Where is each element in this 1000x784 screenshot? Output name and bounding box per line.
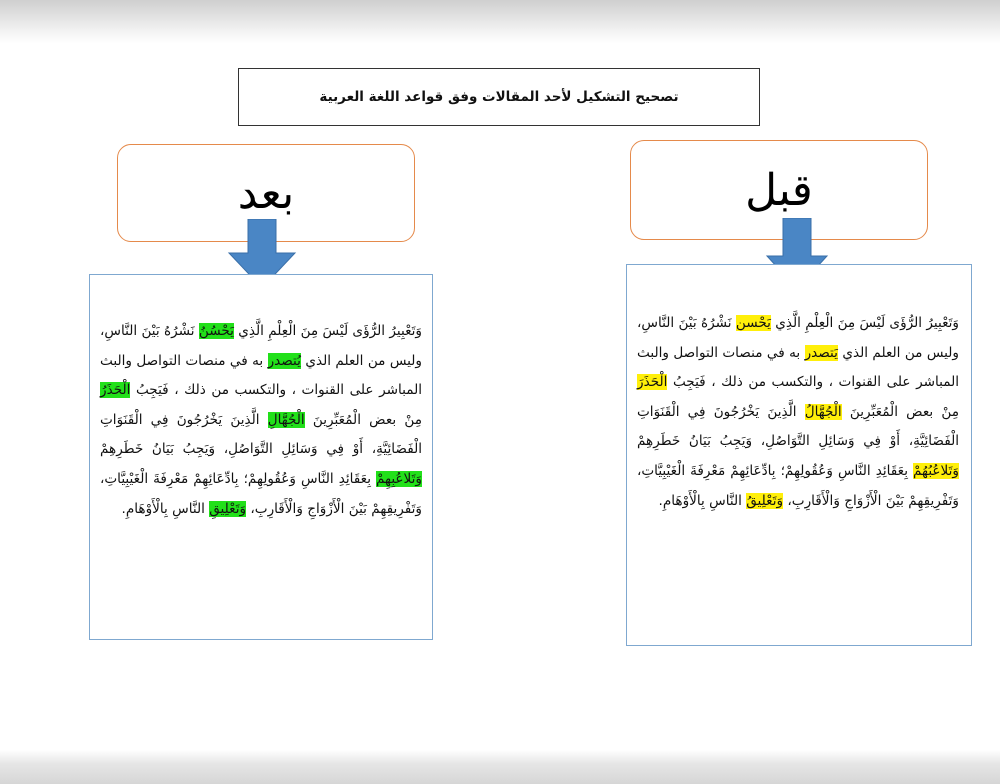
before-error-word: يَحْسن [735, 315, 771, 331]
page-top-shadow [0, 0, 1000, 44]
after-text-segment: نَشْرُهُ بَيْنَ النَّاسِ، وليس من العلم الذي [99, 323, 422, 369]
before-text-segment: به في منصات التواصل والبث المباشر على القنوات ، والتكسب من ذلك ، فَيَجِبُ [637, 344, 959, 391]
after-text-segment: الَّذِينَ يَخْرُجُونَ فِي الْقَنَوَاتِ الْفَضَائِيَّةِ، أَوْ فِي وَسَائِلِ التَّوَاصُلِ، وَيَجِبُ بَيَانُ خَطَرِهِمْ [100, 411, 422, 458]
before-text-segment: مِنْ بعض الْمُعَبِّرِينَ [841, 403, 959, 420]
after-text-segment: النَّاسِ بِالْأَوْهَامِ. [121, 500, 210, 517]
before-text-segment: بِعَقَائِدِ النَّاسِ وَعُقُولِهِمْ؛ بِادِّعَائِهِمْ مَعْرِفَةَ الْغَيْبِيَّاتِ، وَتَفْرِيقِهِمْ بَيْنَ الْأَزْوَاجِ وَالْأَقَارِبِ، [637, 462, 959, 509]
after-text-panel [89, 274, 433, 640]
after-paragraph [90, 275, 432, 524]
before-text-segment: الَّذِينَ يَخْرُجُونَ فِي الْقَنَوَاتِ الْفَضَائِيَّةِ، أَوْ فِي وَسَائِلِ التَّوَاصُلِ، وَيَجِبُ بَيَانُ خَطَرِهِمْ [637, 403, 959, 450]
document-title-text: تصحيح التشكيل لأحد المقالات وفق قواعد اللغة العربية [319, 89, 679, 105]
before-text-segment: النَّاسِ بِالْأَوْهَامِ. [658, 492, 747, 509]
after-corrected-word: يَحْسُنُ [198, 323, 234, 339]
after-text-segment: بِعَقَائِدِ النَّاسِ وَعُقُولِهِمْ؛ بِادِّعَائِهِمْ مَعْرِفَةَ الْغَيْبِيَّاتِ، وَتَفْرِيقِهِمْ بَيْنَ الْأَزْوَاجِ وَالْأَقَارِبِ، [100, 470, 422, 517]
after-corrected-word: وَتَعْلِيقِ [209, 500, 247, 517]
after-corrected-word: يُتصدر [267, 352, 301, 369]
after-text-segment: مِنْ بعض الْمُعَبِّرِينَ [304, 411, 422, 428]
after-text-segment: به في منصات التواصل والبث المباشر على القنوات ، والتكسب من ذلك ، فَيَجِبُ [100, 352, 422, 399]
before-paragraph [627, 265, 971, 516]
before-label: قبل [745, 164, 813, 216]
after-corrected-word: وَتَلاعُبِهِمْ [376, 470, 422, 487]
before-error-word: الْحَذَرَ [637, 374, 668, 391]
after-text-segment: وَتَعْبِيرُ الرُّؤَى لَيْسَ مِنَ الْعِلْمِ الَّذِي [233, 323, 422, 339]
before-error-word: وَتَعْلِيقُ [746, 492, 784, 509]
document-title [238, 68, 760, 126]
before-error-word: وَتَلاعُبُهُمْ [913, 462, 959, 479]
before-text-panel [626, 264, 972, 646]
before-text-segment: نَشْرُهُ بَيْنَ النَّاسِ، وليس من العلم الذي [636, 315, 959, 361]
before-text-segment: وَتَعْبِيرُ الرُّؤَى لَيْسَ مِنَ الْعِلْمِ الَّذِي [770, 315, 959, 331]
after-corrected-word: الْحَذَرُ [100, 382, 131, 399]
after-corrected-word: الْجُهَّالِ [267, 411, 305, 428]
before-error-word: يَتصدر [804, 344, 838, 361]
page-bottom-shadow [0, 750, 1000, 784]
before-error-word: الْجُهَّالُ [804, 403, 842, 420]
after-label: بعد [237, 167, 295, 219]
